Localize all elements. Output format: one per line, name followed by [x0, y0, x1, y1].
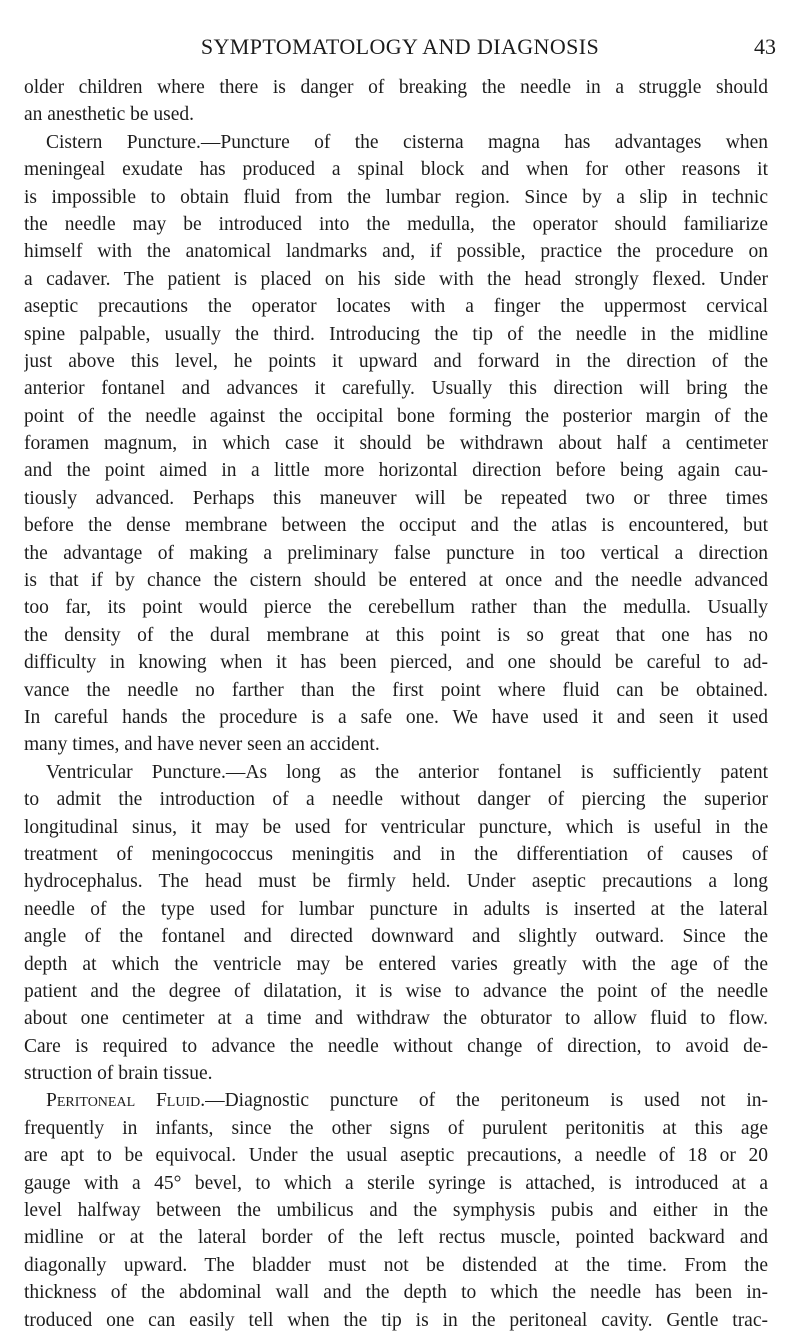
- text-line: and the point aimed in a little more horizontal direction before being again cau-: [24, 460, 768, 482]
- text-line: treatment of meningococcus meningitis and in the differentiation of causes of: [24, 843, 768, 865]
- text-line: thickness of the abdominal wall and the depth to which the needle has been in-: [24, 1282, 768, 1304]
- text-line: depth at which the ventricle may be entered varies greatly with the age of the: [24, 953, 768, 975]
- text-line: before the dense membrane between the occiput and the atlas is encountered, but: [24, 515, 768, 537]
- running-head: [24, 34, 776, 64]
- text-line: Care is required to advance the needle without change of direction, to avoid de-: [24, 1035, 768, 1057]
- text-line: aseptic precautions the operator locates with a finger the uppermost cervical: [24, 296, 768, 318]
- paragraph-ventricular-puncture: [24, 759, 768, 1088]
- text-line: himself with the anatomical landmarks and, if possible, practice the procedure on: [24, 241, 768, 263]
- text-line-content: Cistern Puncture.—Puncture of the cisterna magna has advantages when: [46, 131, 768, 153]
- text-line: anterior fontanel and advances it carefully. Usually this direction will bring the: [24, 378, 768, 400]
- text-line: an anesthetic be used.: [24, 104, 195, 126]
- text-line: the needle may be introduced into the medulla, the operator should familiarize: [24, 213, 768, 235]
- text-line: meningeal exudate has produced a spinal block and when for other reasons it: [24, 159, 768, 181]
- section-heading: Peritoneal Fluid.: [46, 1090, 206, 1112]
- text-line: a cadaver. The patient is placed on his side with the head strongly flexed. Under: [24, 268, 768, 290]
- text-line: older children where there is danger of breaking the needle in a struggle should: [24, 77, 768, 98]
- text-line-content: Ventricular Puncture.—As long as the anterior fontanel is sufficiently patent: [46, 761, 768, 783]
- text-line: just above this level, he points it upward and forward in the direction of the: [24, 350, 768, 372]
- text-line: longitudinal sinus, it may be used for ventricular puncture, which is useful in the: [24, 816, 768, 838]
- page-number: 43: [754, 34, 776, 59]
- text-line: to admit the introduction of a needle without danger of piercing the superior: [24, 789, 768, 811]
- text-line: gauge with a 45° bevel, to which a sterile syringe is attached, is introduced at a: [24, 1172, 768, 1194]
- text-line: tiously advanced. Perhaps this maneuver will be repeated two or three times: [24, 487, 768, 509]
- paragraph-cistern-puncture: [24, 129, 768, 759]
- text-line: point of the needle against the occipital bone forming the posterior margin of the: [24, 405, 768, 427]
- running-title: SYMPTOMATOLOGY AND DIAGNOSIS: [200, 34, 600, 59]
- text-line: is impossible to obtain fluid from the lumbar region. Since by a slip in technic: [24, 186, 768, 208]
- text-line: patient and the degree of dilatation, it is wise to advance the point of the needle: [24, 980, 768, 1002]
- text-line: vance the needle no farther than the first point where fluid can be obtained.: [24, 679, 768, 701]
- text-line: too far, its point would pierce the cerebellum rather than the medulla. Usually: [24, 597, 768, 619]
- text-line: is that if by chance the cistern should be entered at once and the needle advanced: [24, 570, 768, 592]
- text-line: hydrocephalus. The head must be firmly held. Under aseptic precautions a long: [24, 871, 768, 893]
- text-line: level halfway between the umbilicus and the symphysis pubis and either in the: [24, 1200, 768, 1222]
- text-line: about one centimeter at a time and withdraw the obturator to allow fluid to flow.: [24, 1008, 768, 1030]
- text-line: many times, and have never seen an accident.: [24, 734, 380, 756]
- text-line: foramen magnum, in which case it should be withdrawn about half a centimeter: [24, 433, 768, 455]
- paragraph: [24, 74, 768, 129]
- text-line: struction of brain tissue.: [24, 1063, 213, 1085]
- text-line: [24, 129, 768, 156]
- text-line: diagonally upward. The bladder must not be distended at the time. From the: [24, 1254, 768, 1276]
- text-line: spine palpable, usually the third. Introducing the tip of the needle in the midline: [24, 323, 768, 345]
- text-line: frequently in infants, since the other signs of purulent peritonitis at this age: [24, 1117, 768, 1139]
- text-line: midline or at the lateral border of the left rectus muscle, pointed backward and: [24, 1227, 768, 1249]
- text-line: [24, 1087, 768, 1114]
- text-line: the advantage of making a preliminary false puncture in too vertical a direction: [24, 542, 768, 564]
- text-line: needle of the type used for lumbar puncture in adults is inserted at the lateral: [24, 898, 768, 920]
- text-line-content: —Diagnostic puncture of the peritoneum is used not in-: [205, 1090, 768, 1112]
- body-text: [24, 74, 768, 1334]
- paragraph-peritoneal-fluid: [24, 1087, 768, 1334]
- text-line: are apt to be equivocal. Under the usual aseptic precautions, a needle of 18 or 20: [24, 1145, 768, 1167]
- text-line: difficulty in knowing when it has been pierced, and one should be careful to ad-: [24, 652, 768, 674]
- text-line: the density of the dural membrane at this point is so great that one has no: [24, 624, 768, 646]
- text-line: In careful hands the procedure is a safe one. We have used it and seen it used: [24, 706, 768, 728]
- text-line: angle of the fontanel and directed downward and slightly outward. Since the: [24, 926, 768, 948]
- text-line: [24, 759, 768, 786]
- text-line: troduced one can easily tell when the tip is in the peritoneal cavity. Gentle trac-: [24, 1309, 768, 1331]
